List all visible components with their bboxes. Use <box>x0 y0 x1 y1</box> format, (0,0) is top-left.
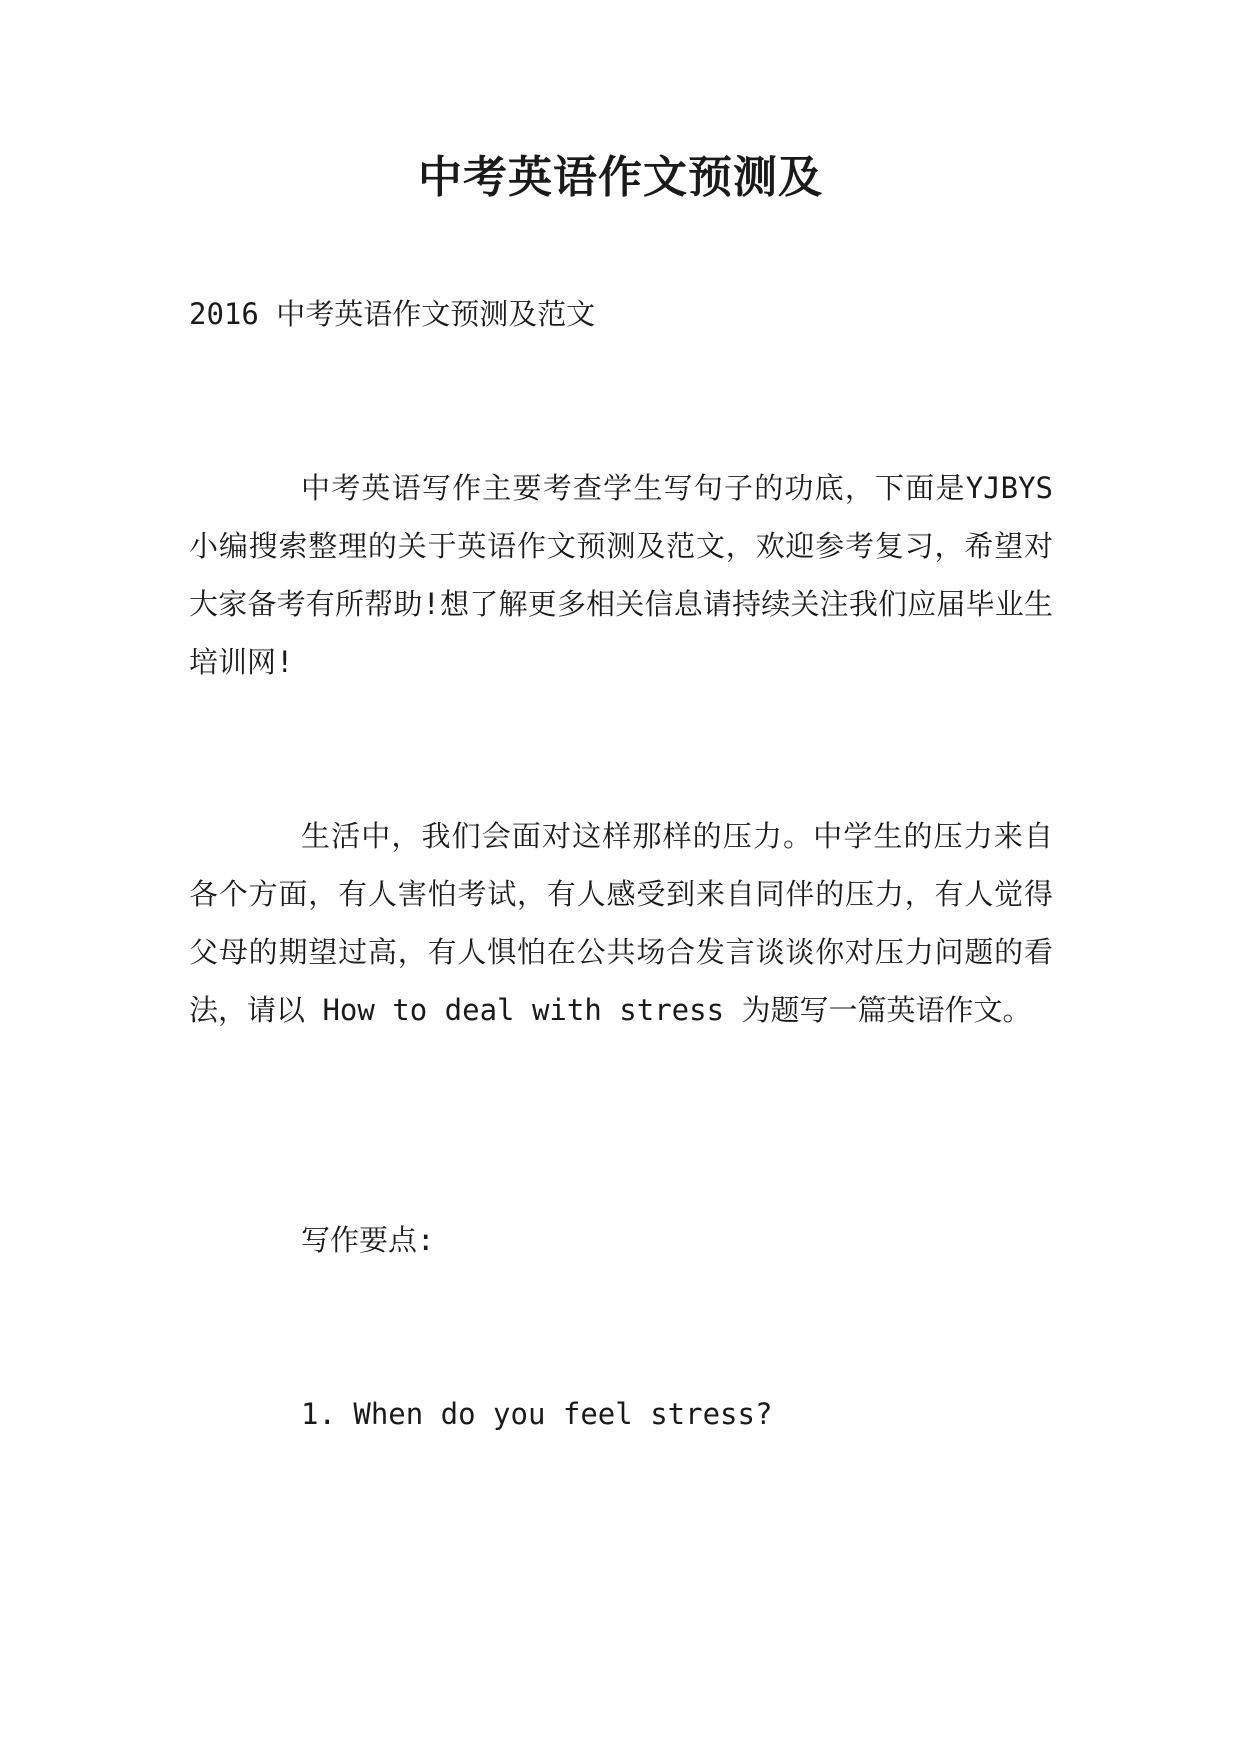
document-subtitle: 2016 中考英语作文预测及范文 <box>189 297 596 331</box>
writing-points-heading: 写作要点: <box>301 1223 435 1257</box>
intro-paragraph: 中考英语写作主要考查学生写句子的功底，下面是YJBYS小编搜索整理的关于英语作文预测及范文，欢迎参考复习，希望对大家备考有所帮助!想了解更多相关信息请持续关注我们应届毕业生培训网! <box>189 471 1053 679</box>
document-title: 中考英语作文预测及 <box>418 152 823 203</box>
prompt-paragraph: 生活中，我们会面对这样那样的压力。中学生的压力来自各个方面，有人害怕考试，有人感受到来自同伴的压力，有人觉得父母的期望过高，有人惧怕在公共场合发言谈谈你对压力问题的看法，请以 How to deal with stress 为题写一篇英语作文。 <box>189 819 1053 1027</box>
writing-point-item: 1. When do you feel stress? <box>301 1397 773 1431</box>
